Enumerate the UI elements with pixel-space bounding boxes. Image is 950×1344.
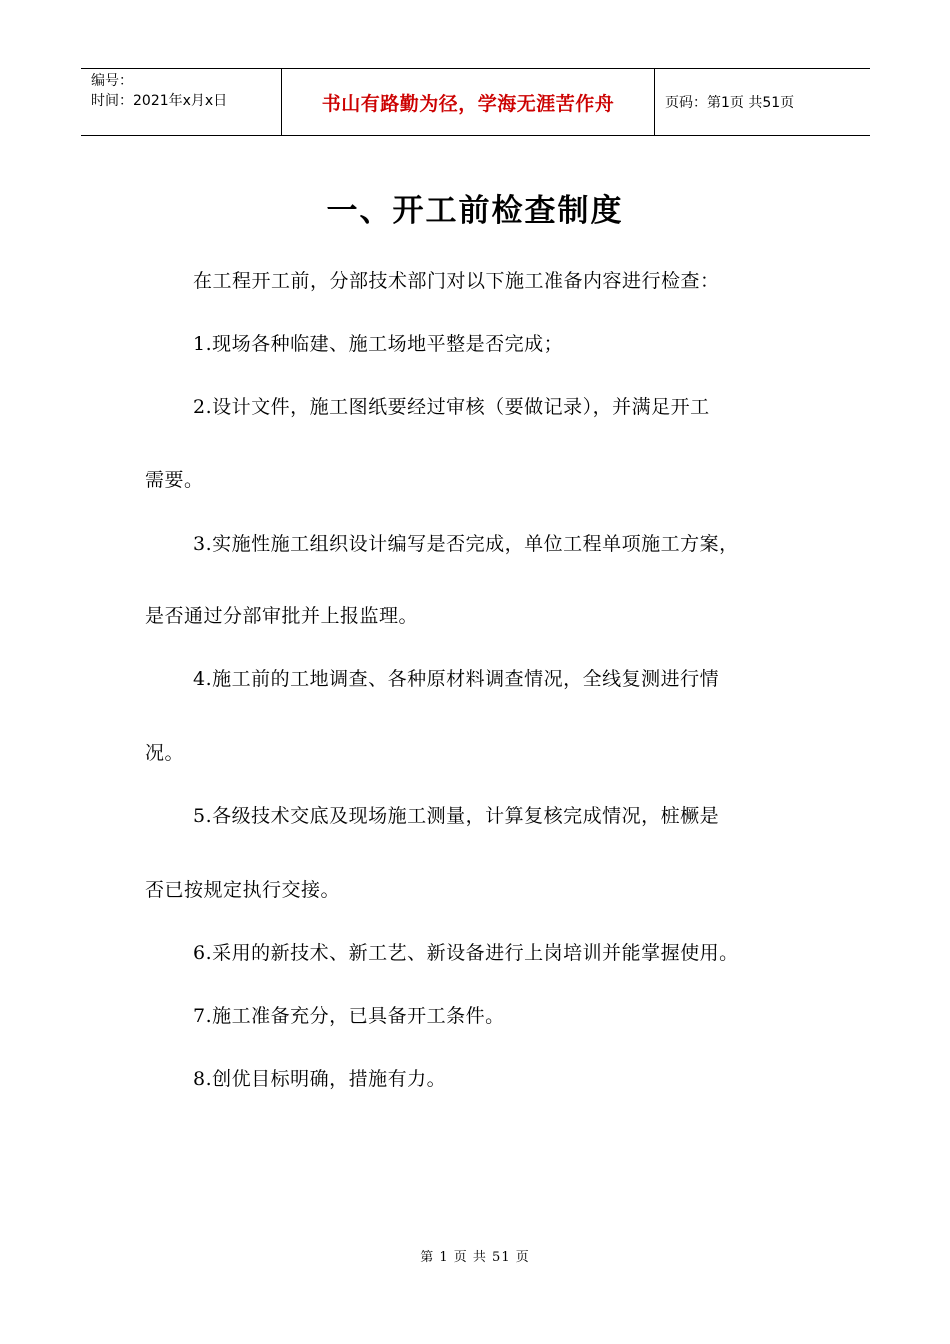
document-header xyxy=(81,68,870,136)
paragraph-item-5-line-2: 否已按规定执行交接。 xyxy=(145,879,341,901)
paragraph-item-5-line-1: 5.各级技术交底及现场施工测量，计算复核完成情况，桩橛是 xyxy=(193,805,720,827)
paragraph-item-6-line-1: 6.采用的新技术、新工艺、新设备进行上岗培训并能掌握使用。 xyxy=(193,942,739,964)
header-page-info: 页码：第1页 共51页 xyxy=(665,95,795,111)
document-number-label: 编号： xyxy=(91,73,133,89)
page-footer: 第 1 页 共 51 页 xyxy=(420,1250,530,1265)
header-meta-cell xyxy=(81,69,282,135)
document-date-label: 时间：2021年x月x日 xyxy=(91,93,228,109)
paragraph-item-4-line-1: 4.施工前的工地调查、各种原材料调查情况，全线复测进行情 xyxy=(193,668,720,690)
paragraph-item-2-line-1: 2.设计文件，施工图纸要经过审核（要做记录），并满足开工 xyxy=(193,396,710,418)
paragraph-item-4-line-2: 况。 xyxy=(145,742,185,764)
page-title: 一、开工前检查制度 xyxy=(326,193,624,229)
paragraph-item-3-line-2: 是否通过分部审批并上报监理。 xyxy=(145,605,419,627)
header-motto: 书山有路勤为径，学海无涯苦作舟 xyxy=(282,69,655,135)
paragraph-item-3-line-1: 3.实施性施工组织设计编写是否完成，单位工程单项施工方案， xyxy=(193,533,739,555)
paragraph-item-2-line-2: 需要。 xyxy=(145,469,204,491)
paragraph-intro-line-1: 在工程开工前，分部技术部门对以下施工准备内容进行检查： xyxy=(193,270,720,292)
paragraph-item-1-line-1: 1.现场各种临建、施工场地平整是否完成； xyxy=(193,333,564,355)
paragraph-item-8-line-1: 8.创优目标明确，措施有力。 xyxy=(193,1068,447,1090)
paragraph-item-7-line-1: 7.施工准备充分，已具备开工条件。 xyxy=(193,1005,505,1027)
